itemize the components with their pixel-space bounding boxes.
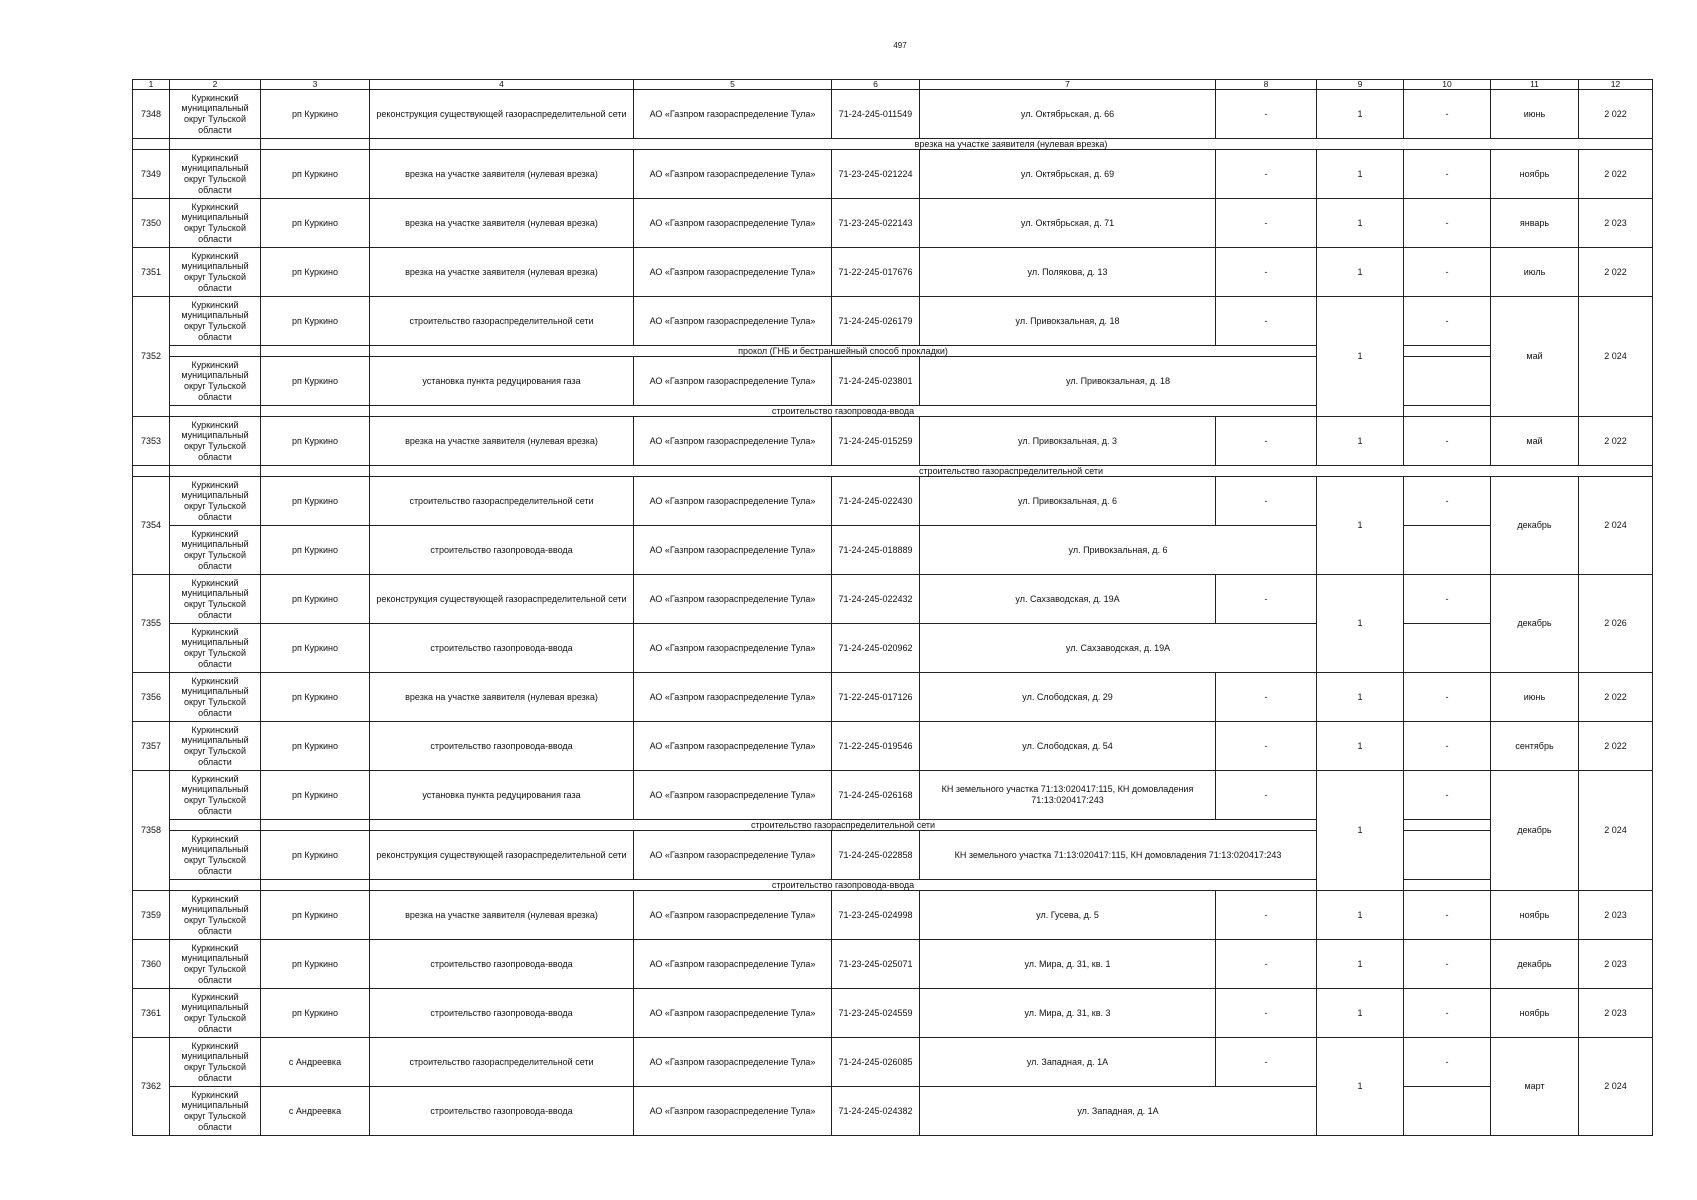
- row-number: 7352: [133, 297, 170, 417]
- col9-cell: 1: [1317, 297, 1404, 417]
- col8-cell: -: [1216, 891, 1317, 940]
- note-text: прокол (ГНБ и бестраншейный способ прокладки): [370, 346, 1317, 357]
- address-cell: ул. Полякова, д. 13: [920, 248, 1216, 297]
- district-cell: Куркинский муниципальный округ Тульской области: [170, 297, 261, 346]
- header-cell: 10: [1404, 80, 1491, 90]
- district-cell: Куркинский муниципальный округ Тульской области: [170, 199, 261, 248]
- row-number: 7359: [133, 891, 170, 940]
- col9-cell: 1: [1317, 940, 1404, 989]
- organization-cell: АО «Газпром газораспределение Тула»: [634, 150, 832, 199]
- table-row: [133, 891, 1653, 940]
- row-number: 7362: [133, 1038, 170, 1136]
- table-subrow: [133, 357, 1653, 406]
- settlement-cell: рп Куркино: [261, 248, 370, 297]
- settlement-cell: рп Куркино: [261, 940, 370, 989]
- address-cell: ул. Октябрьская, д. 69: [920, 150, 1216, 199]
- col10-cell: -: [1404, 477, 1491, 526]
- table-row: [133, 477, 1653, 526]
- application-id-cell: 71-24-245-011549: [832, 90, 920, 139]
- district-cell: Куркинский муниципальный округ Тульской области: [170, 575, 261, 624]
- col8-cell: -: [1216, 90, 1317, 139]
- month-cell: декабрь: [1491, 771, 1579, 891]
- column-number-header: [133, 80, 1653, 90]
- col8-cell: -: [1216, 940, 1317, 989]
- work-type-cell: строительство газораспределительной сети: [370, 477, 634, 526]
- note-row: [133, 346, 1653, 357]
- address-cell: ул. Сахзаводская, д. 19А: [920, 575, 1216, 624]
- note-text: строительство газораспределительной сети: [370, 466, 1653, 477]
- work-type-cell: врезка на участке заявителя (нулевая врезка): [370, 248, 634, 297]
- col8-cell: -: [1216, 297, 1317, 346]
- month-cell: ноябрь: [1491, 150, 1579, 199]
- table-row: [133, 940, 1653, 989]
- settlement-cell: рп Куркино: [261, 199, 370, 248]
- month-cell: июнь: [1491, 673, 1579, 722]
- table-row: [133, 989, 1653, 1038]
- table-row: [133, 673, 1653, 722]
- application-id-cell: 71-23-245-022143: [832, 199, 920, 248]
- col10-cell: -: [1404, 673, 1491, 722]
- row-number: 7350: [133, 199, 170, 248]
- col10-cell: -: [1404, 722, 1491, 771]
- col8-cell: -: [1216, 477, 1317, 526]
- settlement-cell: с Андреевка: [261, 1087, 370, 1136]
- col9-cell: 1: [1317, 477, 1404, 575]
- table-row: [133, 90, 1653, 139]
- work-type-cell: врезка на участке заявителя (нулевая врезка): [370, 673, 634, 722]
- year-cell: 2 022: [1579, 150, 1653, 199]
- col8-cell: -: [1216, 150, 1317, 199]
- note-text: строительство газопровода-ввода: [370, 880, 1317, 891]
- row-number: 7351: [133, 248, 170, 297]
- year-cell: 2 026: [1579, 575, 1653, 673]
- settlement-cell: рп Куркино: [261, 575, 370, 624]
- work-type-cell: реконструкция существующей газораспределительной сети: [370, 575, 634, 624]
- application-id-cell: 71-22-245-017676: [832, 248, 920, 297]
- district-cell: Куркинский муниципальный округ Тульской области: [170, 891, 261, 940]
- table-row: [133, 199, 1653, 248]
- district-cell: Куркинский муниципальный округ Тульской области: [170, 477, 261, 526]
- header-cell: 11: [1491, 80, 1579, 90]
- month-cell: ноябрь: [1491, 891, 1579, 940]
- col10-cell: -: [1404, 199, 1491, 248]
- col9-cell: 1: [1317, 150, 1404, 199]
- row-number: 7355: [133, 575, 170, 673]
- organization-cell: АО «Газпром газораспределение Тула»: [634, 526, 832, 575]
- work-type-cell: врезка на участке заявителя (нулевая врезка): [370, 150, 634, 199]
- col10-cell: -: [1404, 297, 1491, 346]
- col10-cell: -: [1404, 248, 1491, 297]
- address-cell: ул. Слободская, д. 29: [920, 673, 1216, 722]
- settlement-cell: рп Куркино: [261, 771, 370, 820]
- application-id-cell: 71-24-245-026168: [832, 771, 920, 820]
- col9-cell: 1: [1317, 673, 1404, 722]
- month-cell: март: [1491, 1038, 1579, 1136]
- address-cell: КН земельного участка 71:13:020417:115, КН домовладения 71:13:020417:243: [920, 831, 1317, 880]
- organization-cell: АО «Газпром газораспределение Тула»: [634, 477, 832, 526]
- organization-cell: АО «Газпром газораспределение Тула»: [634, 771, 832, 820]
- year-cell: 2 024: [1579, 771, 1653, 891]
- application-id-cell: 71-23-245-024559: [832, 989, 920, 1038]
- col8-cell: -: [1216, 771, 1317, 820]
- district-cell: Куркинский муниципальный округ Тульской области: [170, 831, 261, 880]
- organization-cell: АО «Газпром газораспределение Тула»: [634, 989, 832, 1038]
- year-cell: 2 023: [1579, 940, 1653, 989]
- district-cell: Куркинский муниципальный округ Тульской области: [170, 150, 261, 199]
- application-id-cell: 71-23-245-025071: [832, 940, 920, 989]
- address-cell: ул. Привокзальная, д. 6: [920, 477, 1216, 526]
- table-row: [133, 722, 1653, 771]
- settlement-cell: рп Куркино: [261, 722, 370, 771]
- row-number: 7356: [133, 673, 170, 722]
- district-cell: Куркинский муниципальный округ Тульской области: [170, 248, 261, 297]
- year-cell: 2 022: [1579, 248, 1653, 297]
- address-cell: ул. Привокзальная, д. 3: [920, 417, 1216, 466]
- col8-cell: -: [1216, 1038, 1317, 1087]
- district-cell: Куркинский муниципальный округ Тульской области: [170, 417, 261, 466]
- work-type-cell: строительство газопровода-ввода: [370, 940, 634, 989]
- district-cell: Куркинский муниципальный округ Тульской области: [170, 1038, 261, 1087]
- year-cell: 2 023: [1579, 989, 1653, 1038]
- work-type-cell: строительство газопровода-ввода: [370, 624, 634, 673]
- address-cell: ул. Западная, д. 1А: [920, 1038, 1216, 1087]
- note-row: [133, 406, 1653, 417]
- address-cell: ул. Мира, д. 31, кв. 3: [920, 989, 1216, 1038]
- table-subrow: [133, 624, 1653, 673]
- year-cell: 2 024: [1579, 477, 1653, 575]
- row-number: 7358: [133, 771, 170, 891]
- settlement-cell: рп Куркино: [261, 90, 370, 139]
- header-cell: 6: [832, 80, 920, 90]
- organization-cell: АО «Газпром газораспределение Тула»: [634, 940, 832, 989]
- organization-cell: АО «Газпром газораспределение Тула»: [634, 831, 832, 880]
- application-id-cell: 71-24-245-018889: [832, 526, 920, 575]
- table-row: [133, 771, 1653, 820]
- district-cell: Куркинский муниципальный округ Тульской области: [170, 357, 261, 406]
- settlement-cell: с Андреевка: [261, 1038, 370, 1087]
- work-type-cell: строительство газопровода-ввода: [370, 1087, 634, 1136]
- col10-cell: -: [1404, 150, 1491, 199]
- work-type-cell: строительство газопровода-ввода: [370, 989, 634, 1038]
- col10-cell: -: [1404, 575, 1491, 624]
- col8-cell: -: [1216, 989, 1317, 1038]
- col8-cell: -: [1216, 673, 1317, 722]
- application-id-cell: 71-24-245-026085: [832, 1038, 920, 1087]
- organization-cell: АО «Газпром газораспределение Тула»: [634, 624, 832, 673]
- organization-cell: АО «Газпром газораспределение Тула»: [634, 248, 832, 297]
- address-cell: ул. Октябрьская, д. 71: [920, 199, 1216, 248]
- organization-cell: АО «Газпром газораспределение Тула»: [634, 722, 832, 771]
- header-cell: 8: [1216, 80, 1317, 90]
- year-cell: 2 023: [1579, 891, 1653, 940]
- month-cell: декабрь: [1491, 575, 1579, 673]
- header-cell: 12: [1579, 80, 1653, 90]
- header-cell: 4: [370, 80, 634, 90]
- organization-cell: АО «Газпром газораспределение Тула»: [634, 673, 832, 722]
- district-cell: Куркинский муниципальный округ Тульской области: [170, 771, 261, 820]
- row-number: 7348: [133, 90, 170, 139]
- organization-cell: АО «Газпром газораспределение Тула»: [634, 891, 832, 940]
- col9-cell: 1: [1317, 891, 1404, 940]
- address-cell: ул. Октябрьская, д. 66: [920, 90, 1216, 139]
- col9-cell: 1: [1317, 771, 1404, 891]
- address-cell: ул. Привокзальная, д. 6: [920, 526, 1317, 575]
- district-cell: Куркинский муниципальный округ Тульской области: [170, 673, 261, 722]
- settlement-cell: рп Куркино: [261, 297, 370, 346]
- table-row: [133, 417, 1653, 466]
- address-cell: ул. Западная, д. 1А: [920, 1087, 1317, 1136]
- col8-cell: -: [1216, 722, 1317, 771]
- note-text: врезка на участке заявителя (нулевая врезка): [370, 139, 1653, 150]
- header-cell: 2: [170, 80, 261, 90]
- work-type-cell: реконструкция существующей газораспределительной сети: [370, 90, 634, 139]
- table-row: [133, 150, 1653, 199]
- district-cell: Куркинский муниципальный округ Тульской области: [170, 624, 261, 673]
- month-cell: сентябрь: [1491, 722, 1579, 771]
- row-number: 7360: [133, 940, 170, 989]
- year-cell: 2 022: [1579, 417, 1653, 466]
- table-row: [133, 248, 1653, 297]
- year-cell: 2 022: [1579, 722, 1653, 771]
- settlement-cell: рп Куркино: [261, 891, 370, 940]
- district-cell: Куркинский муниципальный округ Тульской области: [170, 526, 261, 575]
- work-type-cell: врезка на участке заявителя (нулевая врезка): [370, 199, 634, 248]
- row-number: 7361: [133, 989, 170, 1038]
- gasification-table: [132, 79, 1653, 1136]
- organization-cell: АО «Газпром газораспределение Тула»: [634, 199, 832, 248]
- address-cell: КН земельного участка 71:13:020417:115, КН домовладения 71:13:020417:243: [920, 771, 1216, 820]
- table-subrow: [133, 831, 1653, 880]
- month-cell: январь: [1491, 199, 1579, 248]
- note-row: [133, 880, 1653, 891]
- row-number: 7357: [133, 722, 170, 771]
- col10-cell: -: [1404, 771, 1491, 820]
- note-text: строительство газораспределительной сети: [370, 820, 1317, 831]
- district-cell: Куркинский муниципальный округ Тульской области: [170, 1087, 261, 1136]
- settlement-cell: рп Куркино: [261, 150, 370, 199]
- address-cell: ул. Мира, д. 31, кв. 1: [920, 940, 1216, 989]
- organization-cell: АО «Газпром газораспределение Тула»: [634, 417, 832, 466]
- district-cell: Куркинский муниципальный округ Тульской области: [170, 722, 261, 771]
- col9-cell: 1: [1317, 722, 1404, 771]
- organization-cell: АО «Газпром газораспределение Тула»: [634, 1038, 832, 1087]
- note-row: [133, 139, 1653, 150]
- table-row: [133, 575, 1653, 624]
- settlement-cell: рп Куркино: [261, 357, 370, 406]
- header-cell: 3: [261, 80, 370, 90]
- col8-cell: -: [1216, 199, 1317, 248]
- application-id-cell: 71-24-245-022430: [832, 477, 920, 526]
- col9-cell: 1: [1317, 90, 1404, 139]
- year-cell: 2 022: [1579, 90, 1653, 139]
- application-id-cell: 71-24-245-023801: [832, 357, 920, 406]
- month-cell: июнь: [1491, 90, 1579, 139]
- address-cell: ул. Привокзальная, д. 18: [920, 297, 1216, 346]
- settlement-cell: рп Куркино: [261, 989, 370, 1038]
- col10-cell: -: [1404, 891, 1491, 940]
- row-number: 7354: [133, 477, 170, 575]
- work-type-cell: строительство газораспределительной сети: [370, 1038, 634, 1087]
- work-type-cell: строительство газораспределительной сети: [370, 297, 634, 346]
- note-row: [133, 466, 1653, 477]
- settlement-cell: рп Куркино: [261, 624, 370, 673]
- application-id-cell: 71-24-245-020962: [832, 624, 920, 673]
- application-id-cell: 71-24-245-022432: [832, 575, 920, 624]
- work-type-cell: строительство газопровода-ввода: [370, 722, 634, 771]
- application-id-cell: 71-22-245-019546: [832, 722, 920, 771]
- month-cell: декабрь: [1491, 477, 1579, 575]
- year-cell: 2 024: [1579, 1038, 1653, 1136]
- col8-cell: -: [1216, 248, 1317, 297]
- col9-cell: 1: [1317, 248, 1404, 297]
- settlement-cell: рп Куркино: [261, 477, 370, 526]
- note-row: [133, 820, 1653, 831]
- col10-cell: -: [1404, 90, 1491, 139]
- col10-cell: -: [1404, 940, 1491, 989]
- table-subrow: [133, 526, 1653, 575]
- organization-cell: АО «Газпром газораспределение Тула»: [634, 357, 832, 406]
- col9-cell: 1: [1317, 1038, 1404, 1136]
- application-id-cell: 71-23-245-024998: [832, 891, 920, 940]
- col10-cell: -: [1404, 1038, 1491, 1087]
- work-type-cell: реконструкция существующей газораспределительной сети: [370, 831, 634, 880]
- district-cell: Куркинский муниципальный округ Тульской области: [170, 940, 261, 989]
- table-subrow: [133, 1087, 1653, 1136]
- settlement-cell: рп Куркино: [261, 831, 370, 880]
- application-id-cell: 71-24-245-015259: [832, 417, 920, 466]
- settlement-cell: рп Куркино: [261, 526, 370, 575]
- work-type-cell: врезка на участке заявителя (нулевая врезка): [370, 891, 634, 940]
- col8-cell: -: [1216, 417, 1317, 466]
- settlement-cell: рп Куркино: [261, 673, 370, 722]
- header-cell: 9: [1317, 80, 1404, 90]
- district-cell: Куркинский муниципальный округ Тульской области: [170, 989, 261, 1038]
- row-number: 7349: [133, 150, 170, 199]
- table-row: [133, 297, 1653, 346]
- settlement-cell: рп Куркино: [261, 417, 370, 466]
- organization-cell: АО «Газпром газораспределение Тула»: [634, 575, 832, 624]
- work-type-cell: строительство газопровода-ввода: [370, 526, 634, 575]
- month-cell: июль: [1491, 248, 1579, 297]
- header-cell: 1: [133, 80, 170, 90]
- address-cell: ул. Привокзальная, д. 18: [920, 357, 1317, 406]
- application-id-cell: 71-22-245-017126: [832, 673, 920, 722]
- col9-cell: 1: [1317, 989, 1404, 1038]
- month-cell: май: [1491, 417, 1579, 466]
- organization-cell: АО «Газпром газораспределение Тула»: [634, 90, 832, 139]
- page-number: 497: [893, 41, 907, 50]
- organization-cell: АО «Газпром газораспределение Тула»: [634, 1087, 832, 1136]
- work-type-cell: установка пункта редуцирования газа: [370, 357, 634, 406]
- application-id-cell: 71-24-245-026179: [832, 297, 920, 346]
- col9-cell: 1: [1317, 199, 1404, 248]
- col10-cell: -: [1404, 989, 1491, 1038]
- address-cell: ул. Гусева, д. 5: [920, 891, 1216, 940]
- col9-cell: 1: [1317, 417, 1404, 466]
- col10-cell: -: [1404, 417, 1491, 466]
- address-cell: ул. Слободская, д. 54: [920, 722, 1216, 771]
- application-id-cell: 71-24-245-024382: [832, 1087, 920, 1136]
- header-cell: 5: [634, 80, 832, 90]
- month-cell: ноябрь: [1491, 989, 1579, 1038]
- address-cell: ул. Сахзаводская, д. 19А: [920, 624, 1317, 673]
- application-id-cell: 71-23-245-021224: [832, 150, 920, 199]
- work-type-cell: врезка на участке заявителя (нулевая врезка): [370, 417, 634, 466]
- note-text: строительство газопровода-ввода: [370, 406, 1317, 417]
- year-cell: 2 024: [1579, 297, 1653, 417]
- header-cell: 7: [920, 80, 1216, 90]
- row-number: 7353: [133, 417, 170, 466]
- application-id-cell: 71-24-245-022858: [832, 831, 920, 880]
- table-row: [133, 1038, 1653, 1087]
- year-cell: 2 023: [1579, 199, 1653, 248]
- col8-cell: -: [1216, 575, 1317, 624]
- district-cell: Куркинский муниципальный округ Тульской области: [170, 90, 261, 139]
- month-cell: декабрь: [1491, 940, 1579, 989]
- work-type-cell: установка пункта редуцирования газа: [370, 771, 634, 820]
- organization-cell: АО «Газпром газораспределение Тула»: [634, 297, 832, 346]
- month-cell: май: [1491, 297, 1579, 417]
- col9-cell: 1: [1317, 575, 1404, 673]
- year-cell: 2 022: [1579, 673, 1653, 722]
